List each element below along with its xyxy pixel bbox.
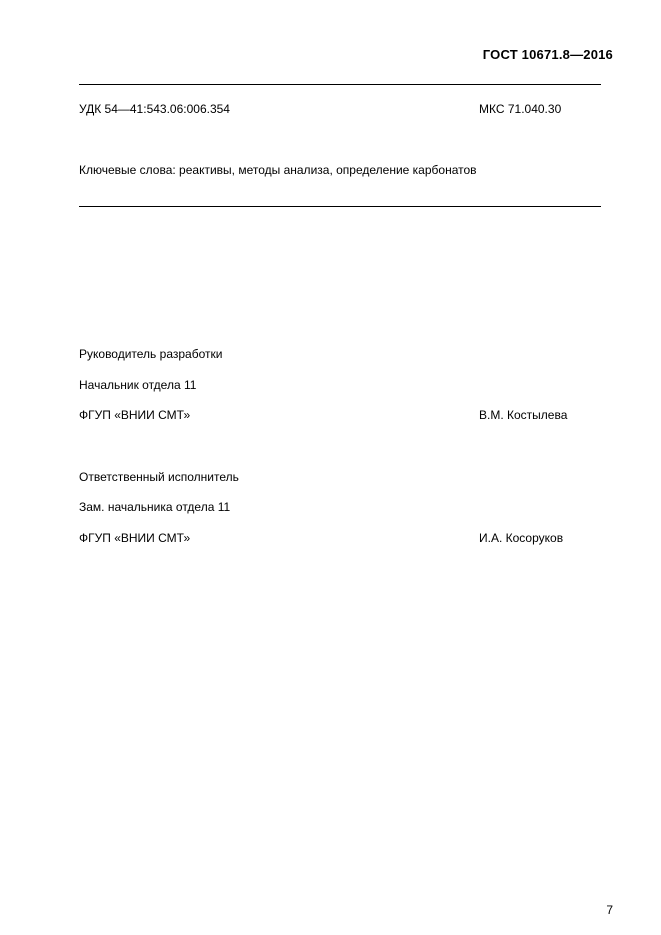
mks-code: МКС 71.040.30 — [479, 102, 562, 116]
bottom-divider-line — [79, 206, 601, 207]
signatory-role: Руководитель разработки — [79, 347, 223, 361]
signatory-position: Начальник отдела 11 — [79, 378, 197, 392]
signatory-name: В.М. Костылева — [479, 408, 568, 422]
udk-code: УДК 54—41:543.06:006.354 — [79, 102, 230, 116]
keywords-line: Ключевые слова: реактивы, методы анализа, определение карбонатов — [79, 163, 477, 177]
signatory-organization: ФГУП «ВНИИ СМТ» — [79, 408, 191, 422]
page-number: 7 — [606, 903, 613, 917]
top-divider-line — [79, 84, 601, 85]
signatory-name: И.А. Косоруков — [479, 531, 564, 545]
signatory-position: Зам. начальника отдела 11 — [79, 500, 231, 514]
document-standard-code: ГОСТ 10671.8—2016 — [482, 47, 613, 62]
signatory-role: Ответственный исполнитель — [79, 470, 239, 484]
signatory-organization: ФГУП «ВНИИ СМТ» — [79, 531, 191, 545]
